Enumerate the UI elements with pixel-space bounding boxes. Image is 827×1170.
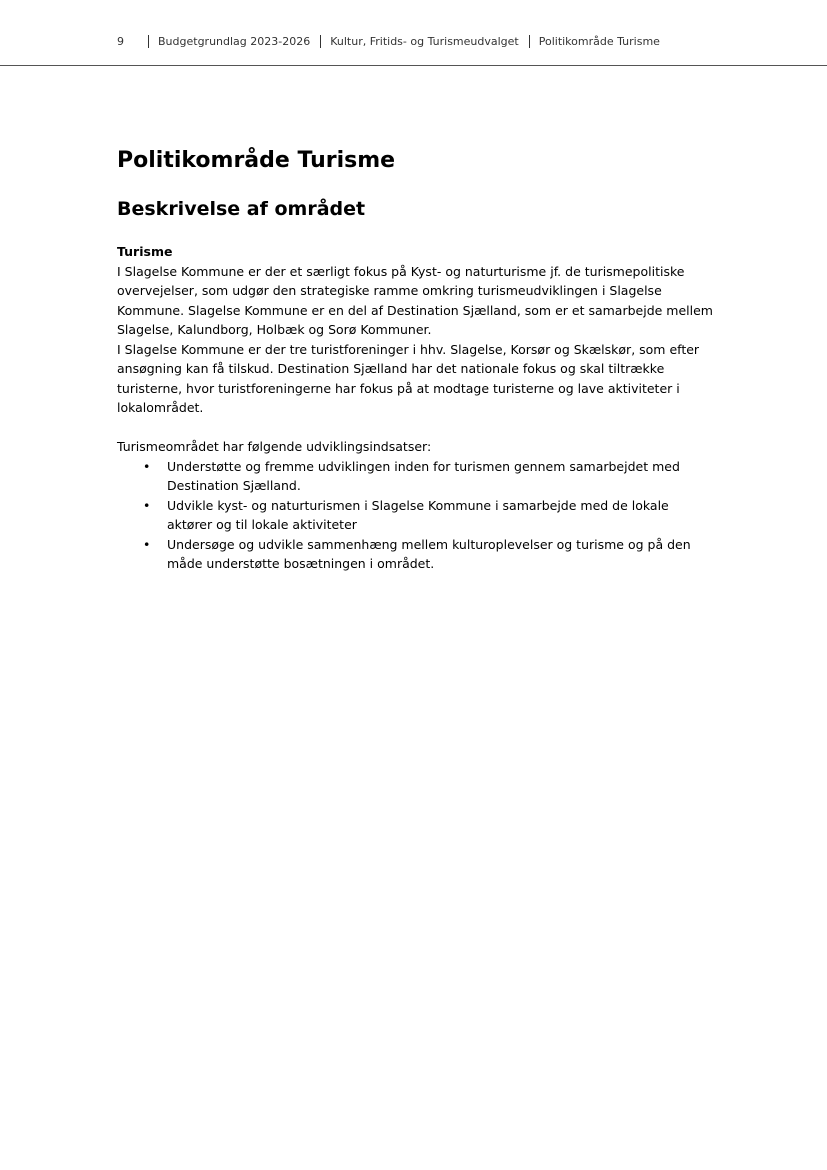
header-committee: Kultur, Fritids- og Turismeudvalget bbox=[330, 35, 519, 48]
header-section: Politikområde Turisme bbox=[538, 35, 660, 48]
body-paragraph: I Slagelse Kommune er der tre turistforeninger i hhv. Slagelse, Korsør og Skælskør, som efter ansøgning kan få tilskud. Destination Sjælland har det nationale fokus og skal tiltrække turisterne, hvor turistforeningerne har fokus på at modtage turisterne og lave aktiviteter i lokalområdet. bbox=[117, 341, 700, 415]
page-header bbox=[0, 0, 827, 66]
list-item-text: Undersøge og udvikle sammenhæng mellem kulturoplevelser og turisme og på den måde understøtte bosætningen i området. bbox=[167, 536, 691, 571]
bullet-icon: • bbox=[143, 458, 151, 474]
list-item-text: Udvikle kyst- og naturturismen i Slagelse Kommune i samarbejde med de lokale aktører og til lokale aktiviteter bbox=[167, 497, 669, 532]
list-item bbox=[143, 496, 717, 535]
bullet-icon: • bbox=[143, 536, 151, 552]
page-number: 9 bbox=[117, 35, 124, 48]
page-title: Politikområde Turisme bbox=[117, 148, 396, 173]
bullet-icon: • bbox=[143, 497, 151, 513]
list-item bbox=[143, 457, 717, 496]
spacer bbox=[117, 418, 717, 438]
section-heading: Beskrivelse af området bbox=[117, 198, 366, 220]
bullet-list bbox=[117, 457, 717, 574]
page-content bbox=[117, 146, 717, 574]
list-item-text: Understøtte og fremme udviklingen inden for turismen gennem samarbejdet med Destination Sjælland. bbox=[167, 458, 680, 493]
body-paragraph: I Slagelse Kommune er der et særligt fokus på Kyst- og naturturisme jf. de turismepolitiske overvejelser, som udgør den strategiske ramme omkring turismeudviklingen i Slagelse Kommune. Slagelse Kommune er en del af Destination Sjælland, som er et samarbejde mellem Slagelse, Kalundborg, Holbæk og Sorø Kommuner. bbox=[117, 263, 713, 337]
header-separator bbox=[320, 35, 321, 48]
header-row bbox=[117, 35, 660, 48]
subsection-heading: Turisme bbox=[117, 244, 173, 259]
header-separator bbox=[529, 35, 530, 48]
header-separator bbox=[148, 35, 149, 48]
list-intro: Turismeområdet har følgende udviklingsindsatser: bbox=[117, 439, 432, 454]
header-document-title: Budgetgrundlag 2023-2026 bbox=[158, 35, 311, 48]
list-item bbox=[143, 535, 717, 574]
